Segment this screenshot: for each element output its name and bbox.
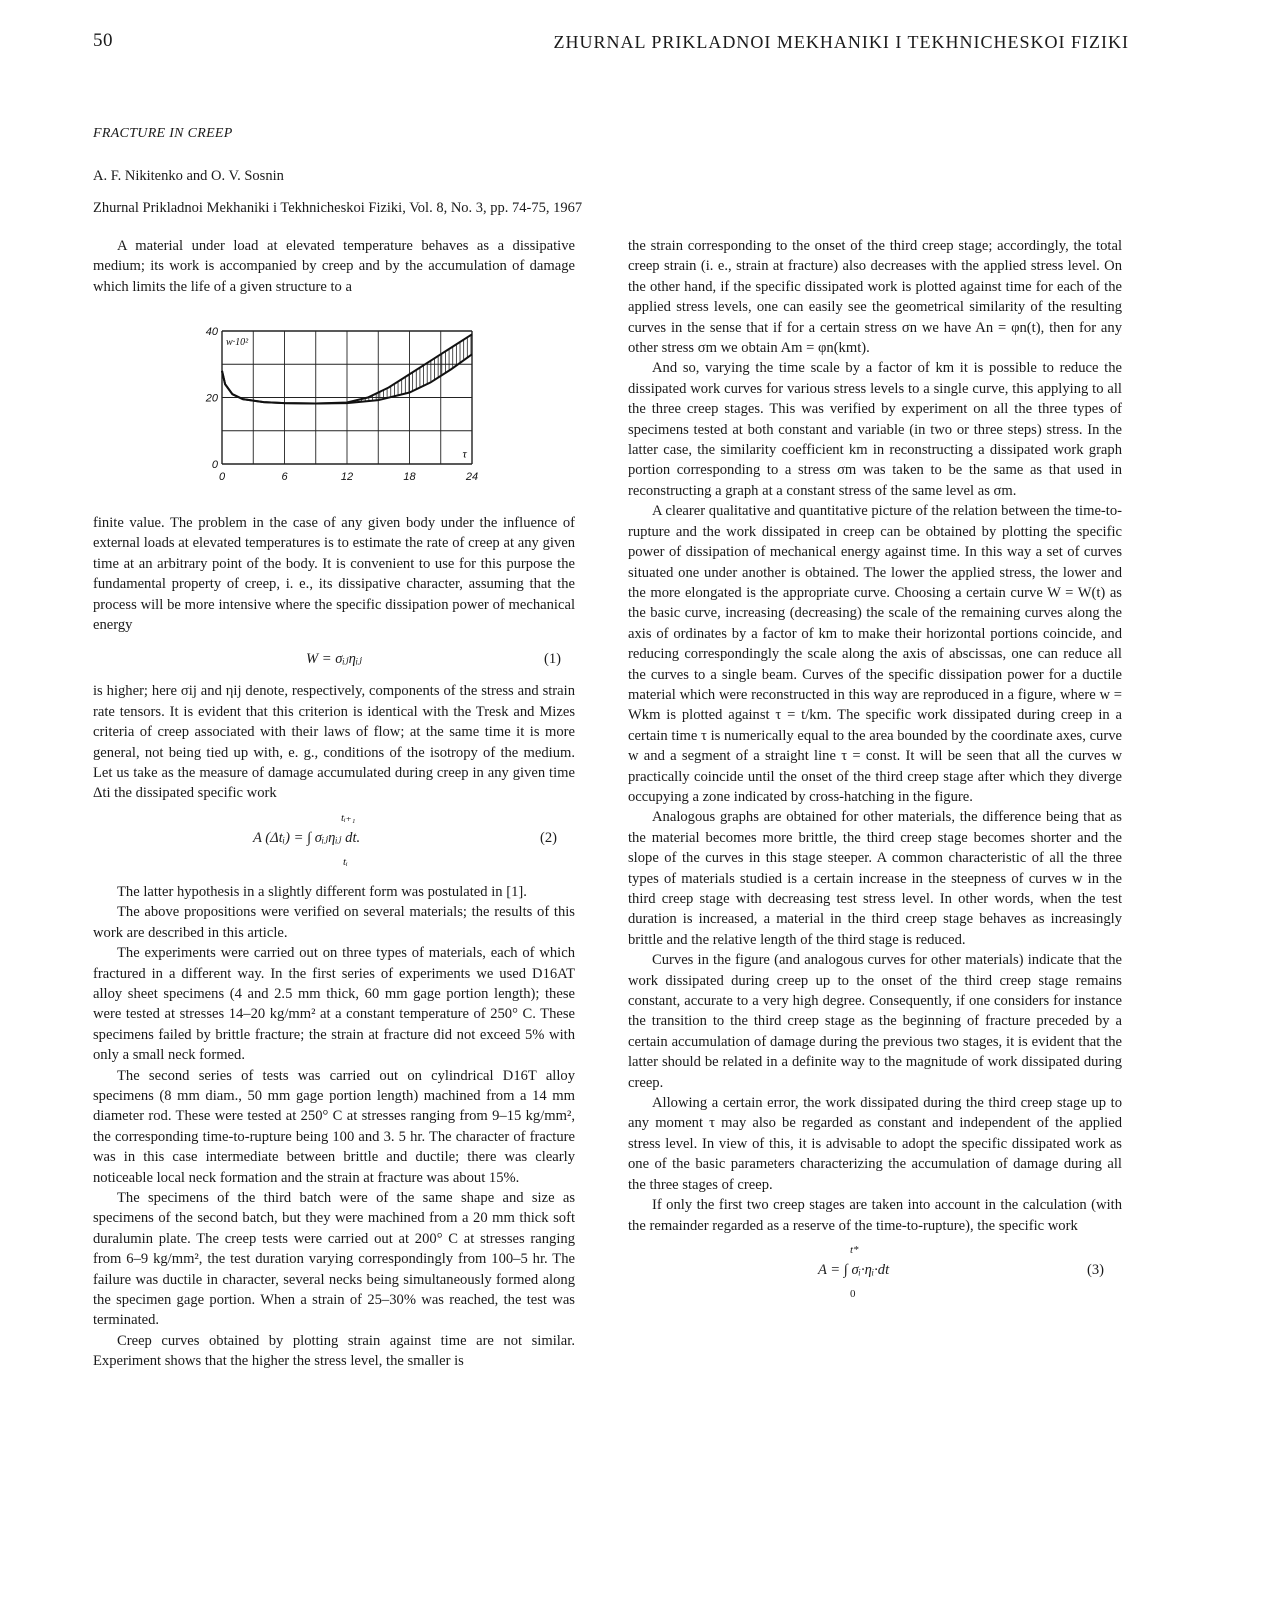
- y-tick-label: 0: [211, 459, 218, 471]
- paragraph: finite value. The problem in the case of any given body under the influence of external loads at elevated temperatures is to estimate the rate of creep at any given time at an arbitrary point of the body. It is convenient to use for this purpose the fundamental property of creep, i. e., its dissipative character, assuming that the process will be more intensive where the specific dissipation power of mechanical energy: [93, 515, 575, 634]
- paragraph: A clearer qualitative and quantitative picture of the relation between the time-to-rupture and the work dissipated in creep can be obtained by plotting the specific power of dissipation of mechanical energy against time. In this way a set of curves situated one under another is obtained. The lower the applied stress, the lower and the more elongated is the appropriate curve. Choosing a certain curve W = W(t) as the basic curve, increasing (decreasing) the scale of the remaining curves along the axis of ordinates by a factor of km to make their horizontal portions coincide, and reducing correspondingly the scale along the axis of abscissas, one can reduce all the curves to a single beam. Curves of the specific dissipation power for a ductile material which were reconstructed in this way are reproduced in a figure, where w = Wkm is plotted against τ = t/km. The specific work dissipated during creep in a certain time τ is numerically equal to the area bounded by the coordinate axes, curve w and a segment of a straight line τ = const. It will be seen that all the curves w practically coincide until the onset of the third creep stage after which they diverge occupying a zone indicated by cross-hatching in the figure.: [628, 503, 1122, 805]
- journal-title: ZHURNAL PRIKLADNOI MEKHANIKI I TEKHNICHESKOI FIZIKI: [553, 32, 1129, 52]
- y-tick-label: 20: [205, 392, 218, 405]
- paragraph: Curves in the figure (and analogous curves for other materials) indicate that the work dissipated during creep up to the onset of the third creep stage remains constant, accurate to a very high degree. Consequently, if one considers for instance the transition to the third creep stage as the beginning of fracture preceded by a certain accumulation of damage during the previous two stages, it is evident that the latter should be related in a definite way to the magnitude of work dissipated during creep.: [628, 952, 1122, 1091]
- equation-3-expression: A = ∫ σᵢ·ηᵢ·dt: [818, 1261, 890, 1278]
- page-number: 50: [93, 30, 113, 51]
- x-tick-label: 18: [403, 471, 416, 483]
- equation-2-upper-limit: tᵢ₊₁: [341, 811, 356, 824]
- paragraph: is higher; here σij and ηij denote, respectively, components of the stress and strain rate tensors. It is evident that this criterion is identical with the Tresk and Mizes criteria of creep associated with their laws of flow; at the same time it is more general, not being tied up with, e. g., conditions of the isotropy of the medium. Let us take as the measure of damage accumulated during creep in any given time Δti the dissipated specific work: [93, 683, 575, 802]
- paragraph: Allowing a certain error, the work dissipated during the third creep stage up to any moment τ may also be regarded as constant and independent of the applied stress level. In view of this, it is advisable to adopt the specific dissipated work as one of the basic parameters characterizing the accumulation of damage during all the three stages of creep.: [628, 1095, 1122, 1193]
- x-tick-label: 6: [281, 471, 288, 483]
- equation-3-number: (3): [1086, 1261, 1104, 1278]
- paragraph: And so, varying the time scale by a factor of km it is possible to reduce the dissipated work curves for various stress levels to a single curve, this applying to all the three creep stages. This was verified by experiment on all the three types of specimens tested at both constant and variable (in two or three steps) stress. In the latter case, the similarity coefficient km in reconstructing a dissipated work graph portion corresponding to a stress σm was taken to be the same as that used in reconstructing a graph at a constant stress of the same level as σm.: [628, 360, 1122, 499]
- paragraph: If only the first two creep stages are taken into account in the calculation (with the remainder regarded as a reserve of the time-to-rupture), the specific work: [628, 1197, 1122, 1234]
- article-authors: A. F. Nikitenko and O. V. Sosnin: [93, 168, 284, 184]
- paragraph: The specimens of the third batch were of the same shape and size as specimens of the second batch, but they were machined from a 20 mm thick soft duralumin plate. The creep tests were carried out at 200° C at stresses ranging from 6–9 kg/mm², the test duration varying correspondingly from 100–5 hr. The failure was ductile in character, several necks being simultaneously formed along the specimen gage portion. When a strain of 25–30% was reached, the test was terminated.: [93, 1189, 575, 1329]
- equation-2-lower-limit: tᵢ: [343, 855, 348, 868]
- equation-2-expression: A (Δtᵢ) = ∫ σᵢⱼηᵢⱼ dt.: [253, 829, 361, 846]
- paragraph: The experiments were carried out on three types of materials, each of which fractured in a different way. In the first series of experiments we used D16AT alloy sheet specimens (4 and 2.5 mm thick, 60 mm gage portion length); these were tested at stresses 14–20 kg/mm² at a constant temperature of 250° C. These specimens failed by brittle fracture; the strain at fracture did not exceed 5% with only a small neck formed.: [93, 945, 575, 1064]
- y-axis-label: w·10²: [226, 337, 249, 348]
- paragraph: Creep curves obtained by plotting strain against time are not similar. Experiment shows that the higher the stress level, the smaller is: [93, 1332, 575, 1370]
- equation-1: [93, 649, 575, 669]
- paragraph: the strain corresponding to the onset of the third creep stage; accordingly, the total creep strain (i. e., strain at fracture) also decreases with the applied stress level. On the other hand, if the specific dissipated work is plotted against time for each of the applied stress levels, one can easily see the geometrical similarity of the resulting curves in the sense that if for a certain stress σn we have An = φn(t), then for any other stress σm we obtain Am = φn(kmt).: [628, 238, 1122, 357]
- equation-3-upper-limit: t*: [850, 1243, 859, 1256]
- equation-1-number: (1): [543, 651, 561, 668]
- paragraph: A material under load at elevated temperature behaves as a dissipative medium; its work is accompanied by creep and by the accumulation of damage which limits the life of a given structure to a: [93, 238, 575, 295]
- equation-2-number: (2): [539, 829, 557, 846]
- paragraph: The above propositions were verified on several materials; the results of this work are described in this article.: [93, 904, 575, 941]
- paragraph: Analogous graphs are obtained for other materials, the difference being that as the material becomes more brittle, the third creep stage becomes shorter and the slope of the curves in this stage steeper. A common characteristic of all the three types of materials studied is a certain increase in the steepness of curves w in the third creep stage with decreasing test stress level. In other words, when the test duration is increased, a material in the third creep stage behaves as increasingly brittle and the relative length of the third stage is reduced.: [628, 809, 1122, 948]
- y-tick-label: 40: [205, 326, 218, 338]
- article-citation: Zhurnal Prikladnoi Mekhaniki i Tekhnicheskoi Fiziki, Vol. 8, No. 3, pp. 74-75, 1967: [93, 200, 583, 216]
- creep-figure: [190, 325, 490, 485]
- equation-1-expression: W = σᵢⱼηᵢⱼ: [305, 651, 363, 668]
- equation-3: [628, 1240, 1122, 1304]
- paragraph: The latter hypothesis in a slightly different form was postulated in [1].: [117, 883, 527, 900]
- equation-3-lower-limit: 0: [850, 1287, 856, 1300]
- x-tick-label: 12: [340, 471, 354, 483]
- left-column-intro: [93, 236, 575, 297]
- paragraph: The second series of tests was carried out on cylindrical D16T alloy specimens (8 mm diam., 50 mm gage portion length) machined from a 14 mm diameter rod. These were tested at 250° C at stresses ranging from 9–15 kg/mm², the corresponding time-to-rupture being 100 and 3. 5 hr. The character of fracture was in this case intermediate between brittle and ductile; there was clearly noticeable local neck formation and the strain at fracture was about 15%.: [93, 1067, 575, 1186]
- equation-2: [93, 808, 575, 872]
- x-tick-label: 24: [465, 471, 479, 483]
- x-tick-label: 0: [218, 471, 226, 483]
- left-column: [93, 513, 575, 1372]
- right-column: [628, 236, 1122, 1314]
- article-title: FRACTURE IN CREEP: [93, 126, 233, 141]
- x-axis-label: τ: [462, 446, 467, 461]
